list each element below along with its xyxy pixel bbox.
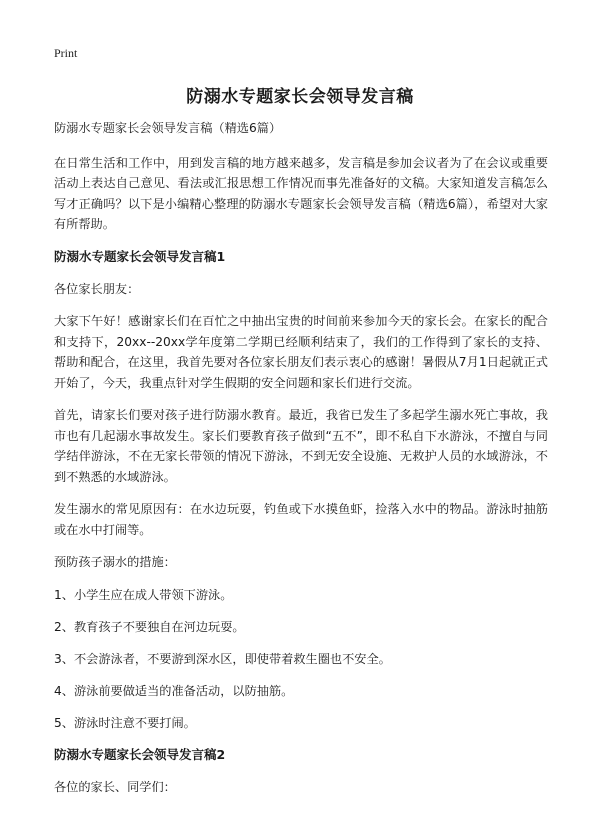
section-paragraph: 预防孩子溺水的措施： (54, 555, 176, 569)
document-subtitle: 防溺水专题家长会领导发言稿（精选6篇） (54, 121, 282, 135)
list-item: 2、教育孩子不要独自在河边玩耍。 (54, 619, 245, 634)
print-link[interactable]: Print (54, 46, 78, 60)
section-paragraph: 发生溺水的常见原因有：在水边玩耍，钓鱼或下水摸鱼虾，捡落入水中的物品。游泳时抽筋或在水中打闹等。 (54, 502, 548, 537)
section-1 (54, 247, 548, 733)
list-item: 3、不会游泳者，不要游到深水区，即使带着救生圈也不安全。 (54, 651, 391, 666)
document-body (54, 118, 548, 809)
list-item: 5、游泳时注意不要打闹。 (54, 715, 196, 730)
section-paragraph: 大家下午好！感谢家长们在百忙之中抽出宝贵的时间前来参加今天的家长会。在家长的配合和支持下，20xx--20xx学年度第二学期已经顺利结束了，我们的工作得到了家长的支持、帮助和配合，在这里，我首先要对各位家长朋友们表示衷心的感谢！暑假从7月1日起就正式开始了，今天，我重点针对学生假期的安全问题和家长们进行交流。 (54, 314, 548, 390)
section-greeting: 各位家长朋友： (54, 281, 140, 296)
section-heading: 防溺水专题家长会领导发言稿2 (54, 746, 226, 762)
list-item: 1、小学生应在成人带领下游泳。 (54, 587, 233, 602)
section-heading: 防溺水专题家长会领导发言稿1 (54, 248, 226, 264)
page-title: 防溺水专题家长会领导发言稿 (186, 87, 414, 107)
intro-paragraph: 在日常生活和工作中，用到发言稿的地方越来越多，发言稿是参加会议者为了在会议或重要活动上表达自己意见、看法或汇报思想工作情况而事先准备好的文稿。大家知道发言稿怎么写才正确吗？以下是小编精心整理的防溺水专题家长会领导发言稿（精选6篇），希望对大家有所帮助。 (54, 155, 548, 231)
section-paragraph: 首先，请家长们要对孩子进行防溺水教育。最近，我省已发生了多起学生溺水死亡事故，我市也有几起溺水事故发生。家长们要教育孩子做到“五不”，即不私自下水游泳，不擅自与同学结伴游泳，不在无家长带领的情况下游泳，不到无安全设施、无救护人员的水域游泳，不到不熟悉的水域游泳。 (54, 408, 548, 484)
section-2 (54, 745, 548, 798)
list-item: 4、游泳前要做适当的准备活动，以防抽筋。 (54, 683, 294, 698)
section-greeting: 各位的家长、同学们： (54, 779, 176, 794)
